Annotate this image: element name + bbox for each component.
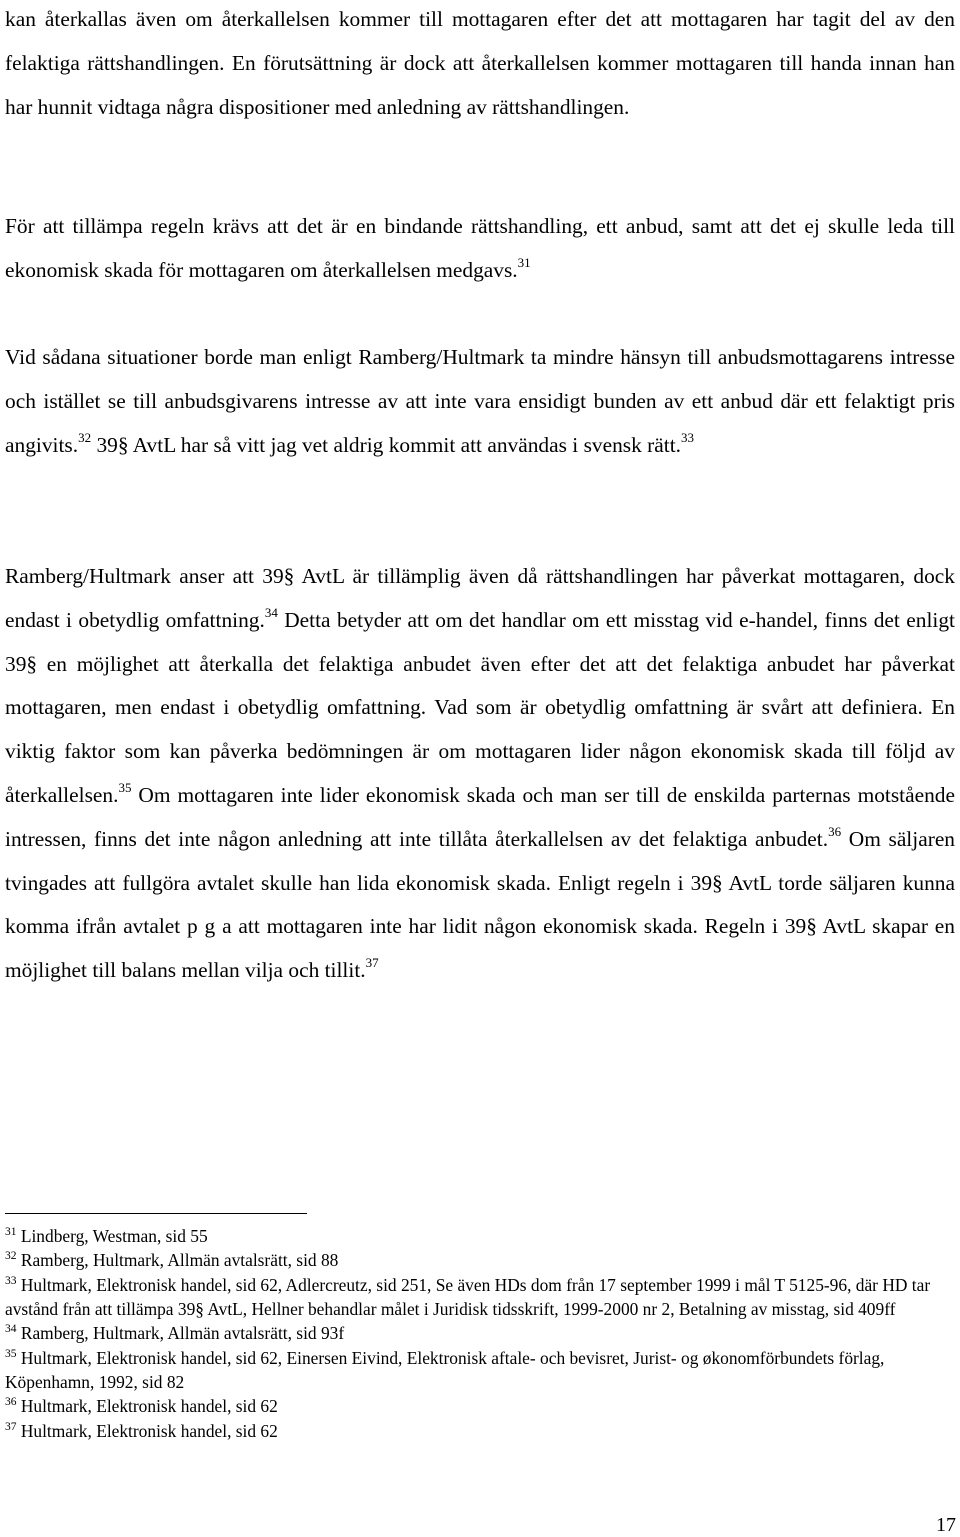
footnote-37 [5,1419,955,1443]
paragraph-1-text: kan återkallas även om återkallelsen kommer till mottagaren efter det att mottagaren har tagit del av den felaktiga rättshandlingen. En förutsättning är dock att återkallelsen kommer mottagaren till handa innan han har hunnit vidtaga några dispositioner med anledning av rättshandlingen. [5,7,955,119]
footnote-ref-32[interactable]: 32 [78,429,92,445]
footnote-ref-31[interactable]: 31 [517,254,531,270]
footnote-35 [5,1346,955,1395]
footnote-36 [5,1394,955,1418]
paragraph-4 [5,555,955,993]
footnote-ref-36[interactable]: 36 [828,823,842,839]
paragraph-1 [5,0,955,129]
footnote-number: 33 [5,1274,17,1287]
footnote-31 [5,1224,955,1248]
footnote-separator [5,1213,307,1214]
paragraph-3-text-1: Vid sådana situationer borde man enligt Ramberg/Hultmark ta mindre hänsyn till anbudsmottagarens intresse och istället se till anbudsgivarens intresse av att inte vara ensidigt bunden av ett anbud där ett felaktigt pris angivits. [5,345,955,457]
paragraph-4-text-2: Detta betyder att om det handlar om ett misstag vid e-handel, finns det enligt 39§ en möjlighet att återkalla det felaktiga anbudet även efter det att det felaktiga anbudet har påverkat mottagaren, men endast i obetydlig omfattning. Vad som är obetydlig omfattning är svårt att definiera. En viktig faktor som kan påverka bedömningen är om mottagaren lider någon ekonomisk skada till följd av återkallelsen. [5,607,955,807]
footnote-ref-37[interactable]: 37 [365,955,379,971]
footnote-number: 32 [5,1250,17,1263]
footnote-32 [5,1248,955,1272]
paragraph-2-text: För att tillämpa regeln krävs att det är en bindande rättshandling, ett anbud, samt att det ej skulle leda till ekonomisk skada för mottagaren om återkallelsen medgavs. [5,214,955,282]
footnote-text: Ramberg, Hultmark, Allmän avtalsrätt, sid 93f [16,1323,345,1344]
footnote-text: Lindberg, Westman, sid 55 [16,1226,208,1246]
footnote-ref-34[interactable]: 34 [264,604,278,620]
footnote-ref-33[interactable]: 33 [681,429,694,445]
footnote-number: 36 [5,1396,17,1409]
footnote-ref-35[interactable]: 35 [118,779,132,795]
footnote-number: 31 [5,1226,17,1238]
footnote-number: 37 [5,1420,17,1433]
footnote-text: Hultmark, Elektronisk handel, sid 62, Adlercreutz, sid 251, Se även HDs dom från 17 september 1999 i mål T 5125-96, där HD tar avstånd från att tillämpa 39§ AvtL, Hellner behandlar målet i Juridisk tidsskrift, 1999-2000 nr 2, Betalning av misstag, sid 409ff [5,1274,931,1320]
paragraph-3-text-2: 39§ AvtL har så vitt jag vet aldrig kommit att användas i svensk rätt. [91,432,681,457]
paragraph-4-text-4: Om säljaren tvingades att fullgöra avtalet skulle han lida ekonomisk skada. Enligt regeln i 39§ AvtL torde säljaren kunna komma ifrån avtalet p g a att mottagaren inte har lidit någon ekonomisk skada. Regeln i 39§ AvtL skapar en möjlighet till balans mellan vilja och tillit. [5,826,956,983]
page-number: 17 [936,1514,956,1536]
footnote-number: 34 [5,1323,17,1336]
footnotes [5,1224,955,1443]
footnote-33 [5,1273,955,1322]
paragraph-4-text-1: Ramberg/Hultmark anser att 39§ AvtL är tillämplig även då rättshandlingen har påverkat mottagaren, dock endast i obetydlig omfattning. [5,564,955,632]
footnote-text: Hultmark, Elektronisk handel, sid 62, Einersen Eivind, Elektronisk aftale- och bevisret, Jurist- og økonomförbundets förlag, Köpenhamn, 1992, sid 82 [5,1347,885,1393]
paragraph-2 [5,205,955,293]
paragraph-4-text-3: Om mottagaren inte lider ekonomisk skada och man ser till de enskilda parternas motstående intressen, finns det inte någon anledning att inte tillåta återkallelsen av det felaktiga anbudet. [5,782,955,851]
footnote-number: 35 [5,1347,17,1360]
footnote-text: Hultmark, Elektronisk handel, sid 62 [16,1396,278,1417]
footnote-text: Hultmark, Elektronisk handel, sid 62 [16,1420,278,1441]
paragraph-3 [5,336,955,467]
footnote-34 [5,1321,955,1345]
footnote-text: Ramberg, Hultmark, Allmän avtalsrätt, sid 88 [16,1250,339,1271]
